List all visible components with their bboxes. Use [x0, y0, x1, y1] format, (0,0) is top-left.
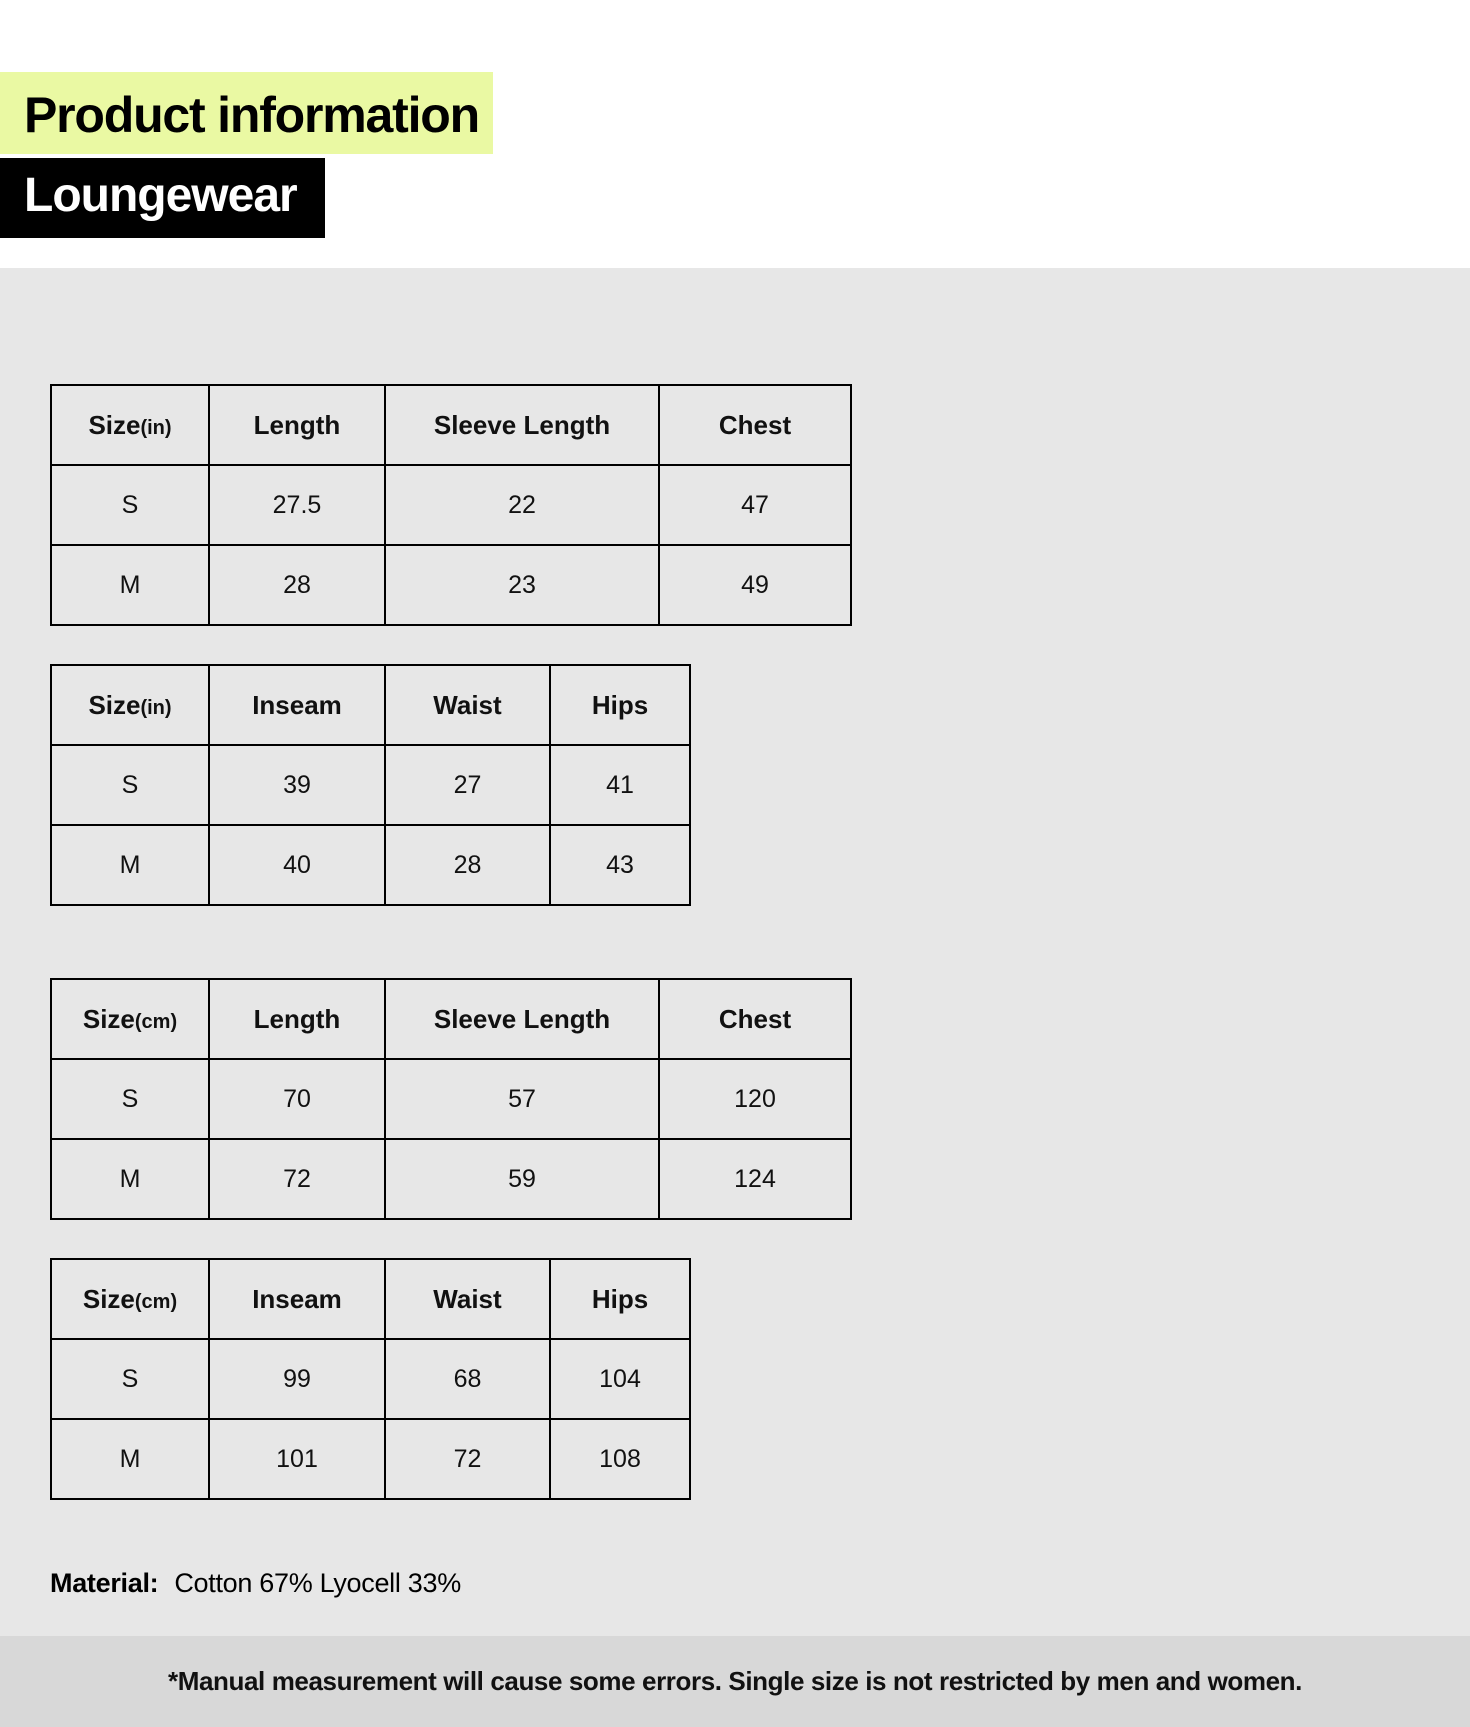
- table-row: [51, 745, 690, 825]
- column-header-size: Size(in): [51, 665, 209, 745]
- table-header-row: [51, 665, 690, 745]
- column-header-hips: Hips: [550, 1259, 690, 1339]
- column-header-length: Length: [209, 385, 385, 465]
- column-header-sleeve-length: Sleeve Length: [385, 979, 659, 1059]
- cell-sleeve-length: 59: [385, 1139, 659, 1219]
- material-line: [50, 1568, 1470, 1599]
- table-header-row: [51, 979, 851, 1059]
- cell-size: M: [51, 545, 209, 625]
- column-header-sleeve-length: Sleeve Length: [385, 385, 659, 465]
- cell-chest: 47: [659, 465, 851, 545]
- cell-size: S: [51, 1339, 209, 1419]
- spacer: [50, 906, 1470, 978]
- cell-hips: 41: [550, 745, 690, 825]
- material-value: Cotton 67% Lyocell 33%: [174, 1568, 461, 1598]
- size-table-top-cm: [50, 978, 852, 1220]
- cell-waist: 27: [385, 745, 550, 825]
- cell-sleeve-length: 23: [385, 545, 659, 625]
- cell-length: 27.5: [209, 465, 385, 545]
- table-row: [51, 545, 851, 625]
- table-header-row: [51, 1259, 690, 1339]
- cell-waist: 72: [385, 1419, 550, 1499]
- column-header-size: Size(cm): [51, 1259, 209, 1339]
- table-row: [51, 1419, 690, 1499]
- cell-sleeve-length: 57: [385, 1059, 659, 1139]
- column-header-size: Size(cm): [51, 979, 209, 1059]
- page-header: [0, 0, 1470, 268]
- column-header-inseam: Inseam: [209, 665, 385, 745]
- column-header-chest: Chest: [659, 979, 851, 1059]
- table-row: [51, 1339, 690, 1419]
- cell-sleeve-length: 22: [385, 465, 659, 545]
- cell-size: M: [51, 1419, 209, 1499]
- cell-size: M: [51, 1139, 209, 1219]
- cell-length: 72: [209, 1139, 385, 1219]
- column-header-waist: Waist: [385, 1259, 550, 1339]
- cell-hips: 104: [550, 1339, 690, 1419]
- cell-inseam: 99: [209, 1339, 385, 1419]
- size-chart-panel: [0, 268, 1470, 1636]
- cell-length: 70: [209, 1059, 385, 1139]
- material-label: Material:: [50, 1568, 159, 1598]
- table-row: [51, 1059, 851, 1139]
- cell-hips: 43: [550, 825, 690, 905]
- column-header-chest: Chest: [659, 385, 851, 465]
- column-header-length: Length: [209, 979, 385, 1059]
- tables-container: [0, 268, 1470, 1500]
- cell-chest: 49: [659, 545, 851, 625]
- page-footer: [0, 1636, 1470, 1727]
- table-header-row: [51, 385, 851, 465]
- cell-size: S: [51, 745, 209, 825]
- cell-inseam: 40: [209, 825, 385, 905]
- cell-hips: 108: [550, 1419, 690, 1499]
- cell-chest: 124: [659, 1139, 851, 1219]
- cell-size: M: [51, 825, 209, 905]
- disclaimer-note: *Manual measurement will cause some errors. Single size is not restricted by men and women.: [168, 1666, 1302, 1696]
- spacer: [50, 1220, 1470, 1258]
- page-title: Product information: [0, 72, 493, 154]
- column-header-size: Size(in): [51, 385, 209, 465]
- spacer: [50, 626, 1470, 664]
- page-subtitle: Loungewear: [0, 158, 325, 238]
- cell-chest: 120: [659, 1059, 851, 1139]
- cell-inseam: 39: [209, 745, 385, 825]
- cell-size: S: [51, 1059, 209, 1139]
- cell-inseam: 101: [209, 1419, 385, 1499]
- size-table-bottom-cm: [50, 1258, 691, 1500]
- table-row: [51, 1139, 851, 1219]
- size-table-bottom-inches: [50, 664, 691, 906]
- cell-waist: 68: [385, 1339, 550, 1419]
- cell-waist: 28: [385, 825, 550, 905]
- cell-size: S: [51, 465, 209, 545]
- table-row: [51, 465, 851, 545]
- column-header-waist: Waist: [385, 665, 550, 745]
- table-row: [51, 825, 690, 905]
- column-header-inseam: Inseam: [209, 1259, 385, 1339]
- column-header-hips: Hips: [550, 665, 690, 745]
- cell-length: 28: [209, 545, 385, 625]
- size-table-top-inches: [50, 384, 852, 626]
